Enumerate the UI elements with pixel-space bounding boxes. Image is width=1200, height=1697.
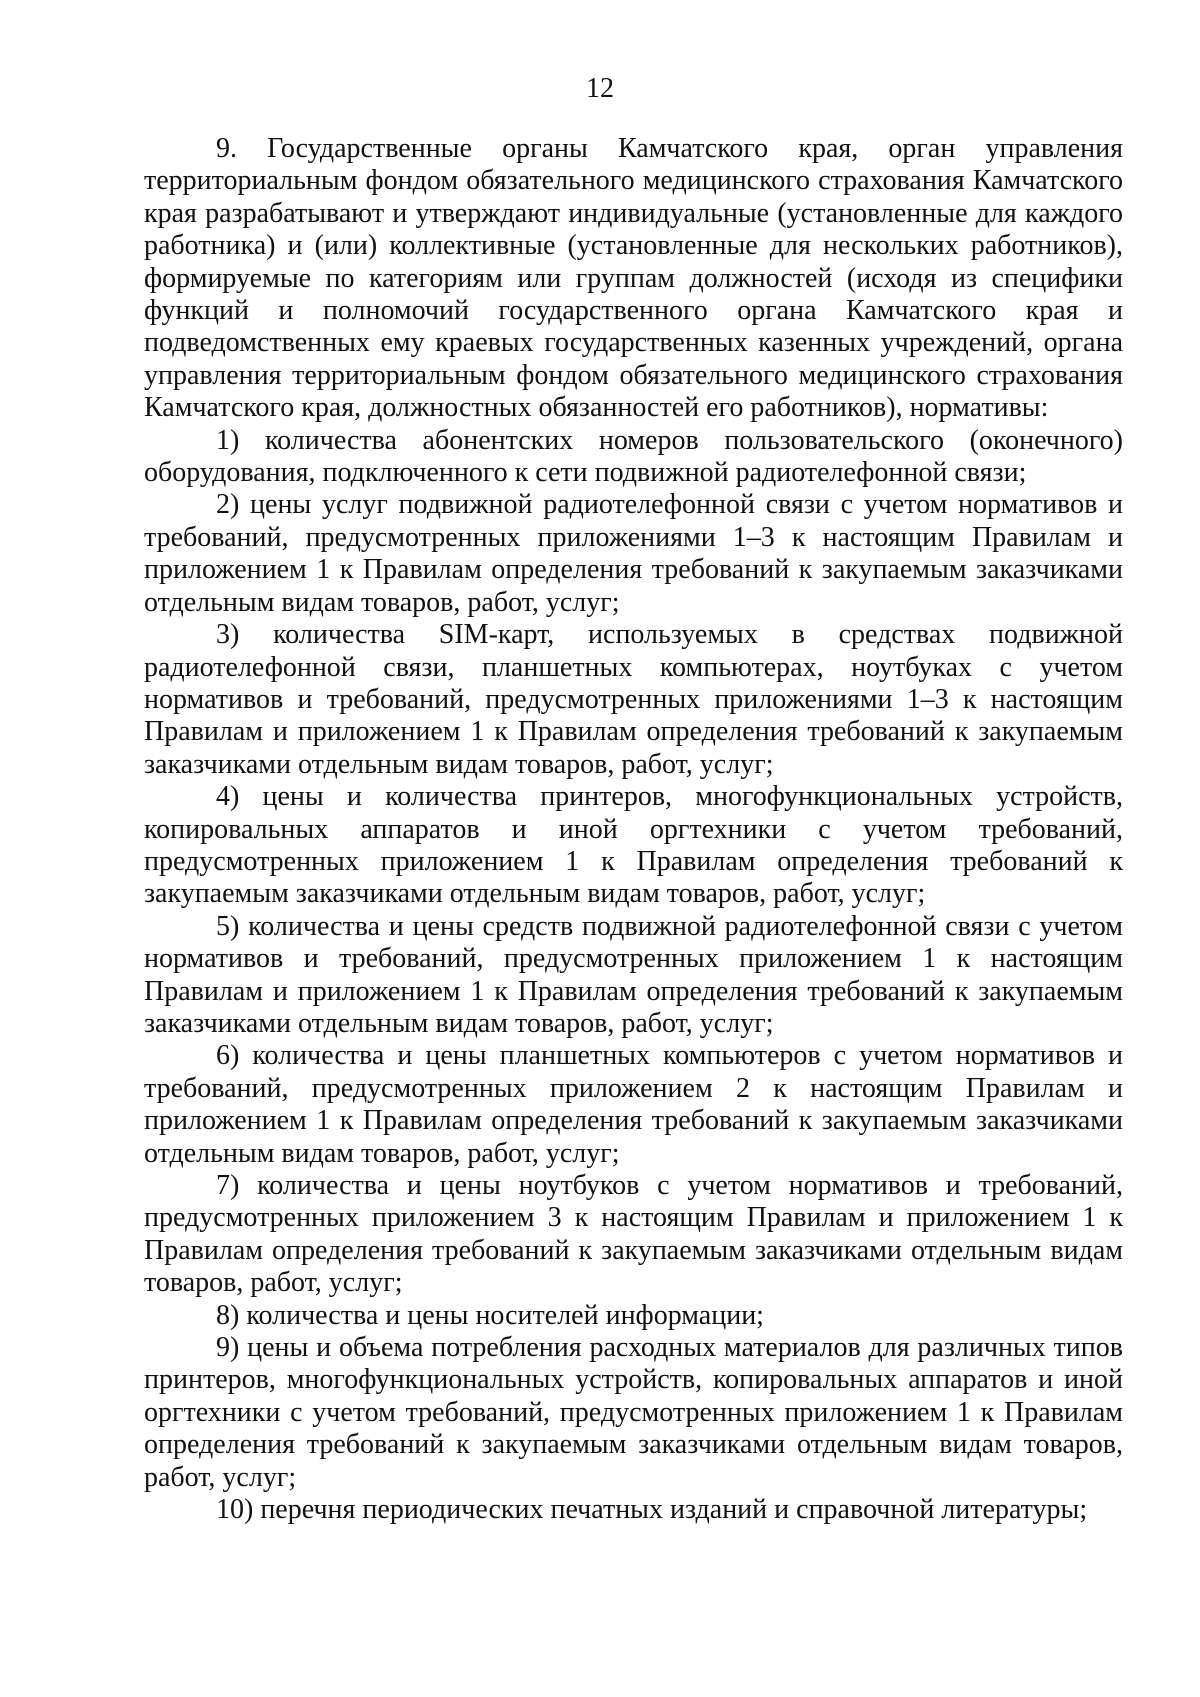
paragraph-item-9: 9. Государственные органы Камчатского края, орган управления территориальным фондом обязательного медицинского страхования Камчатского края разрабатывают и утверждают индивидуальные (установленные для каждого работника) и (или) коллективные (установленные для нескольких работников), формируемые по категориям или группам должностей (исходя из специфики функций и полномочий государственного органа Камчатского края и подведомственных ему краевых государственных казенных учреждений, органа управления территориальным фондом обязательного медицинского страхования Камчатского края, должностных обязанностей его работников), нормативы: xyxy=(144,133,1123,424)
list-item-8: 8) количества и цены носителей информации; xyxy=(216,1299,764,1331)
list-item-5: 5) количества и цены средств подвижной радиотелефонной связи с учетом нормативов и требований, предусмотренных приложением 1 к настоящим Правилам и приложением 1 к Правилам определения требований к закупаемым заказчиками отдельным видам товаров, работ, услуг; xyxy=(144,910,1123,1039)
list-item-7: 7) количества и цены ноутбуков с учетом нормативов и требований, предусмотренных приложением 3 к настоящим Правилам и приложением 1 к Правилам определения требований к закупаемым заказчиками отдельным видам товаров, работ, услуг; xyxy=(144,1170,1123,1299)
list-item-1: 1) количества абонентских номеров пользовательского (оконечного) оборудования, подключенного к сети подвижной радиотелефонной связи; xyxy=(144,424,1123,489)
document-body xyxy=(144,133,1123,1526)
list-item-4: 4) цены и количества принтеров, многофункциональных устройств, копировальных аппаратов и иной оргтехники с учетом требований, предусмотренных приложением 1 к Правилам определения требований к закупаемым заказчиками отдельным видам товаров, работ, услуг; xyxy=(144,781,1123,910)
list-item-9: 9) цены и объема потребления расходных материалов для различных типов принтеров, многофункциональных устройств, копировальных аппаратов и иной оргтехники с учетом требований, предусмотренных приложением 1 к Правилам определения требований к закупаемым заказчиками отдельным видам товаров, работ, услуг; xyxy=(144,1332,1123,1493)
list-item-10: 10) перечня периодических печатных изданий и справочной литературы; xyxy=(216,1494,1088,1526)
list-item-2: 2) цены услуг подвижной радиотелефонной связи с учетом нормативов и требований, предусмотренных приложениями 1–3 к настоящим Правилам и приложением 1 к Правилам определения требований к закупаемым заказчиками отдельным видам товаров, работ, услуг; xyxy=(144,489,1123,618)
list-item-6: 6) количества и цены планшетных компьютеров с учетом нормативов и требований, предусмотренных приложением 2 к настоящим Правилам и приложением 1 к Правилам определения требований к закупаемым заказчиками отдельным видам товаров, работ, услуг; xyxy=(144,1040,1123,1169)
list-item-3: 3) количества SIM-карт, используемых в средствах подвижной радиотелефонной связи, планшетных компьютерах, ноутбуках с учетом нормативов и требований, предусмотренных приложениями 1–3 к настоящим Правилам и приложением 1 к Правилам определения требований к закупаемым заказчиками отдельным видам товаров, работ, услуг; xyxy=(144,619,1123,780)
page-number: 12 xyxy=(586,73,614,104)
